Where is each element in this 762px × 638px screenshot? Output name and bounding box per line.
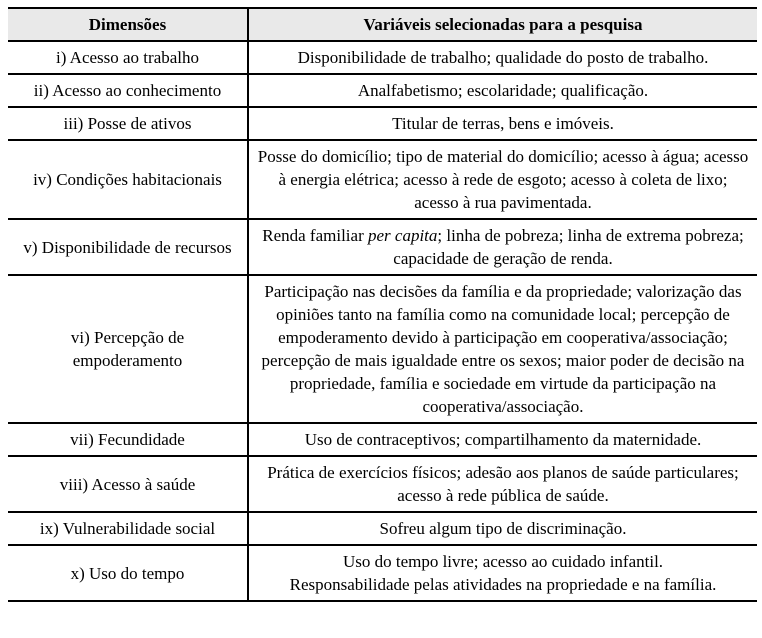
variables-text: Disponibilidade de trabalho; qualidade do posto de trabalho. xyxy=(297,48,709,67)
variables-cell xyxy=(248,545,757,601)
dimension-cell: v) Disponibilidade de recursos xyxy=(8,219,248,275)
variables-cell xyxy=(248,41,757,74)
dimension-cell: i) Acesso ao trabalho xyxy=(8,41,248,74)
header-cell-dimensions: Dimensões xyxy=(8,8,248,41)
variables-text: Analfabetismo; escolaridade; qualificação. xyxy=(357,81,649,100)
table-row xyxy=(8,140,757,219)
variables-text: ; linha de pobreza; linha de extrema pobreza; capacidade de geração de renda. xyxy=(393,226,744,268)
variables-text: Sofreu algum tipo de discriminação. xyxy=(379,519,627,538)
dimension-cell: iii) Posse de ativos xyxy=(8,107,248,140)
table-row xyxy=(8,512,757,545)
variables-text: Uso do tempo livre; acesso ao cuidado infantil. Responsabilidade pelas atividades na propriedade e na família. xyxy=(289,552,717,594)
dimension-cell: x) Uso do tempo xyxy=(8,545,248,601)
variables-text-italic: per capita xyxy=(368,226,438,245)
research-dimensions-table xyxy=(8,7,757,602)
variables-cell xyxy=(248,456,757,512)
variables-text: Titular de terras, bens e imóveis. xyxy=(392,114,614,133)
table-row xyxy=(8,74,757,107)
variables-cell xyxy=(248,275,757,423)
variables-text: Uso de contraceptivos; compartilhamento da maternidade. xyxy=(304,430,702,449)
table-row xyxy=(8,41,757,74)
variables-text: Participação nas decisões da família e da propriedade; valorização das opiniões tanto na família como na comunidade local; percepção de empoderamento devido à participação em cooperativa/associação; percepção de mais igualdade entre os sexos; maior poder de decisão na propriedade, família e sociedade em virtude da participação na cooperativa/associação. xyxy=(261,282,745,416)
variables-text: Posse do domicílio; tipo de material do domicílio; acesso à água; acesso à energia elétrica; acesso à rede de esgoto; acesso à coleta de lixo; acesso à rua pavimentada. xyxy=(257,147,749,212)
variables-text: Renda familiar xyxy=(262,226,368,245)
table-row xyxy=(8,456,757,512)
variables-cell xyxy=(248,107,757,140)
dimension-cell: iv) Condições habitacionais xyxy=(8,140,248,219)
table-header xyxy=(8,8,757,41)
variables-cell xyxy=(248,512,757,545)
dimension-cell: ii) Acesso ao conhecimento xyxy=(8,74,248,107)
table-row xyxy=(8,107,757,140)
variables-cell xyxy=(248,140,757,219)
dimension-cell: vi) Percepção de empoderamento xyxy=(8,275,248,423)
variables-cell xyxy=(248,74,757,107)
dimension-cell: viii) Acesso à saúde xyxy=(8,456,248,512)
variables-cell xyxy=(248,423,757,456)
dimension-cell: ix) Vulnerabilidade social xyxy=(8,512,248,545)
table-row xyxy=(8,219,757,275)
header-row xyxy=(8,8,757,41)
header-cell-variables: Variáveis selecionadas para a pesquisa xyxy=(248,8,757,41)
variables-text: Prática de exercícios físicos; adesão aos planos de saúde particulares; acesso à rede pública de saúde. xyxy=(267,463,739,505)
table-row xyxy=(8,275,757,423)
variables-cell xyxy=(248,219,757,275)
table-row xyxy=(8,545,757,601)
table-body xyxy=(8,41,757,601)
table-row xyxy=(8,423,757,456)
dimension-cell: vii) Fecundidade xyxy=(8,423,248,456)
